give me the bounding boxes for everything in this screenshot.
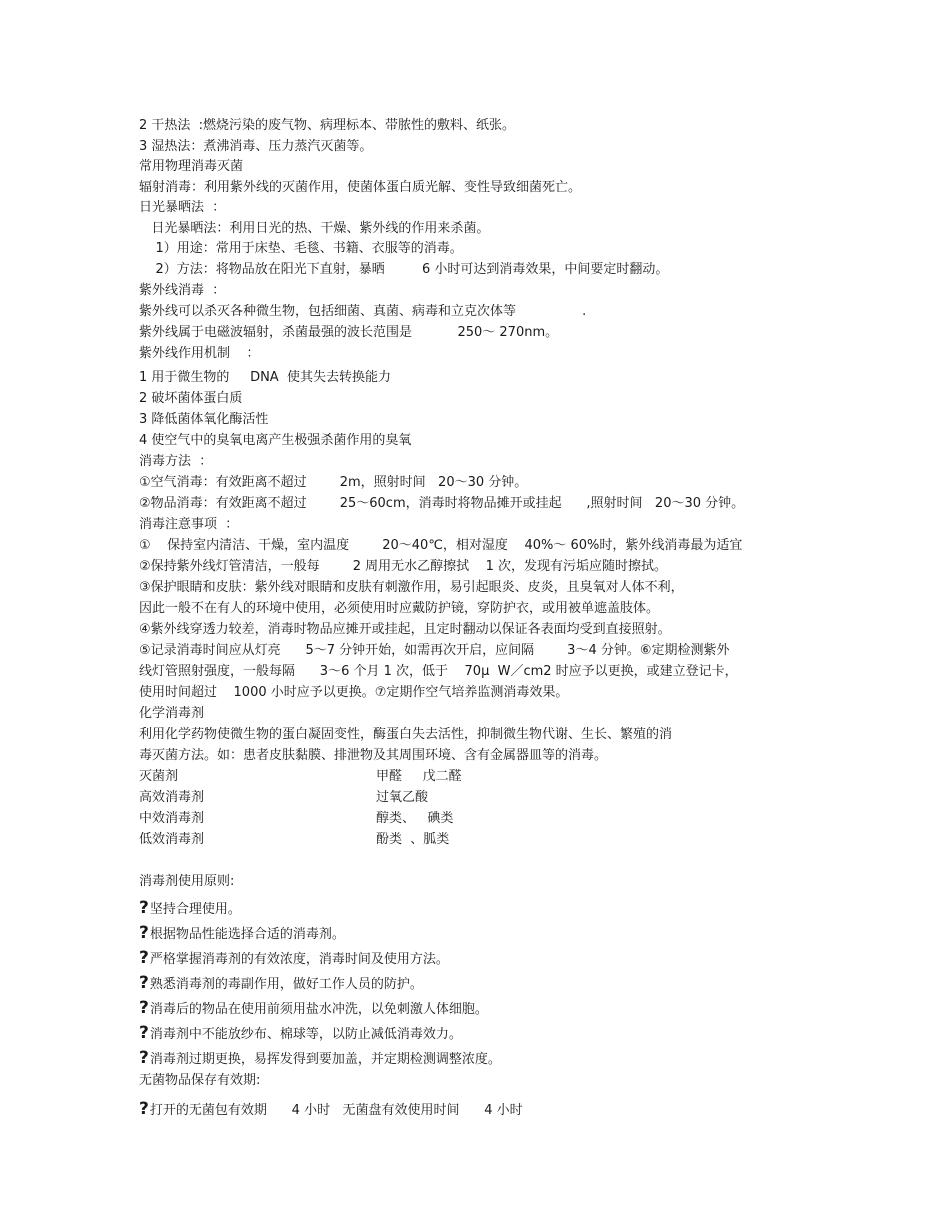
bullet-glyph: ? [139, 1048, 149, 1068]
text-line: 3 湿热法：煮沸消毒、压力蒸汽灭菌等。 [139, 139, 373, 154]
text-line: 因此一般不在有人的环境中使用，必须使用时应戴防护镜，穿防护衣，或用被单遮盖肢体。 [139, 601, 660, 616]
text-line: 2）方法：将物品放在阳光下直射，暴晒 6 小时可达到消毒效果，中间要定时翻动。 [139, 262, 669, 277]
text-line: 1 用于微生物的 DNA 使其失去转换能力 [139, 370, 391, 385]
bullet-glyph: ? [139, 973, 149, 993]
list-item: ?消毒剂中不能放纱布、棉球等，以防止减低消毒效力。 [139, 1023, 462, 1043]
text-line: 2 破坏菌体蛋白质 [139, 391, 243, 406]
text-line: 4 使空气中的臭氧电离产生极强杀菌作用的臭氧 [139, 433, 412, 448]
section-heading: 无菌物品保存有效期: [139, 1073, 261, 1088]
list-item: ?根据物品性能选择合适的消毒剂。 [139, 923, 345, 943]
section-heading: 紫外线作用机制 ： [139, 346, 260, 361]
section-heading: 化学消毒剂 [139, 706, 205, 721]
list-item: ?熟悉消毒剂的毒副作用，做好工作人员的防护。 [139, 973, 423, 993]
bullet-glyph: ? [139, 998, 149, 1018]
section-heading: 消毒方法 ： [139, 454, 213, 469]
text-line: 使用时间超过 1000 小时应予以更换。⑦定期作空气培养监测消毒效果。 [139, 685, 569, 700]
list-item: ?严格掌握消毒剂的有效浓度，消毒时间及使用方法。 [139, 948, 449, 968]
table-level: 灭菌剂 [139, 769, 179, 784]
section-heading: 消毒注意事项 ： [139, 517, 239, 532]
table-agents: 过氧乙酸 [376, 790, 429, 805]
table-agents: 甲醛 戊二醛 [376, 769, 462, 784]
bullet-glyph: ? [139, 923, 149, 943]
bullet-glyph: ? [139, 948, 149, 968]
text-line: ⑤记录消毒时间应从灯亮 5～7 分钟开始，如需再次开启，应间隔 3～4 分钟。⑥定期检测紫外 [139, 643, 730, 658]
section-heading: 紫外线消毒 ： [139, 283, 226, 298]
bullet-glyph: ? [139, 898, 149, 918]
list-item: ?打开的无菌包有效期 4 小时 无菌盘有效使用时间 4 小时 [139, 1099, 523, 1119]
text-line: 2 干热法 :燃烧污染的废气物、病理标本、带脓性的敷料、纸张。 [139, 118, 516, 133]
text-line: ④紫外线穿透力较差，消毒时物品应摊开或挂起，且定时翻动以保证各表面均受到直接照射。 [139, 622, 671, 637]
section-heading: 消毒剂使用原则: [139, 874, 235, 889]
text-line: 辐射消毒：利用紫外线的灭菌作用，使菌体蛋白质光解、变性导致细菌死亡。 [139, 180, 582, 195]
text-line: 利用化学药物使微生物的蛋白凝固变性，酶蛋白失去活性，抑制微生物代谢、生长、繁殖的消 [139, 727, 673, 742]
table-agents: 醇类、 碘类 [376, 811, 454, 826]
text-line: 1）用途：常用于床垫、毛毯、书籍、衣服等的消毒。 [139, 241, 463, 256]
bullet-glyph: ? [139, 1023, 149, 1043]
text-line: ③保护眼睛和皮肤：紫外线对眼睛和皮肤有刺激作用，易引起眼炎、皮炎，且臭氧对人体不利， [139, 580, 684, 595]
text-line: 线灯管照射强度，一般每隔 3～6 个月 1 次，低于 70μ W／cm2 时应予以更换，或建立登记卡， [139, 664, 738, 679]
text-line: 紫外线可以杀灭各种微生物，包括细菌、真菌、病毒和立克次体等 . [139, 304, 587, 319]
list-item: ?消毒剂过期更换，易挥发得到要加盖，并定期检测调整浓度。 [139, 1048, 501, 1068]
list-item: ?坚持合理使用。 [139, 898, 241, 918]
text-line: ①空气消毒：有效距离不超过 2m，照射时间 20～30 分钟。 [139, 475, 528, 490]
text-line: 3 降低菌体氧化酶活性 [139, 412, 269, 427]
bullet-glyph: ? [139, 1099, 149, 1119]
text-line: 毒灭菌方法。如：患者皮肤黏膜、排泄物及其周围环境、含有金属器皿等的消毒。 [139, 748, 608, 763]
text-line: 紫外线属于电磁波辐射，杀菌最强的波长范围是 250～ 270nm。 [139, 325, 559, 340]
text-line: ②保持紫外线灯管清洁，一般每 2 周用无水乙醇擦拭 1 次，发现有污垢应随时擦拭。 [139, 559, 668, 574]
table-level: 低效消毒剂 [139, 832, 205, 847]
section-heading: 日光暴晒法 ： [139, 200, 226, 215]
text-line: ②物品消毒：有效距离不超过 25～60cm，消毒时将物品摊开或挂起 ,照射时间 20～30 分钟。 [139, 496, 745, 511]
text-line: 日光暴晒法：利用日光的热、干燥、紫外线的作用来杀菌。 [139, 221, 490, 236]
table-level: 高效消毒剂 [139, 790, 205, 805]
text-line: ① 保持室内清洁、干燥，室内温度 20～40℃，相对湿度 40%～ 60%时，紫外线消毒最为适宜 [139, 538, 743, 553]
list-item: ?消毒后的物品在使用前须用盐水冲洗，以免刺激人体细胞。 [139, 998, 488, 1018]
table-level: 中效消毒剂 [139, 811, 205, 826]
section-heading: 常用物理消毒灭菌 [139, 159, 244, 174]
table-agents: 酚类 、胍类 [376, 832, 450, 847]
